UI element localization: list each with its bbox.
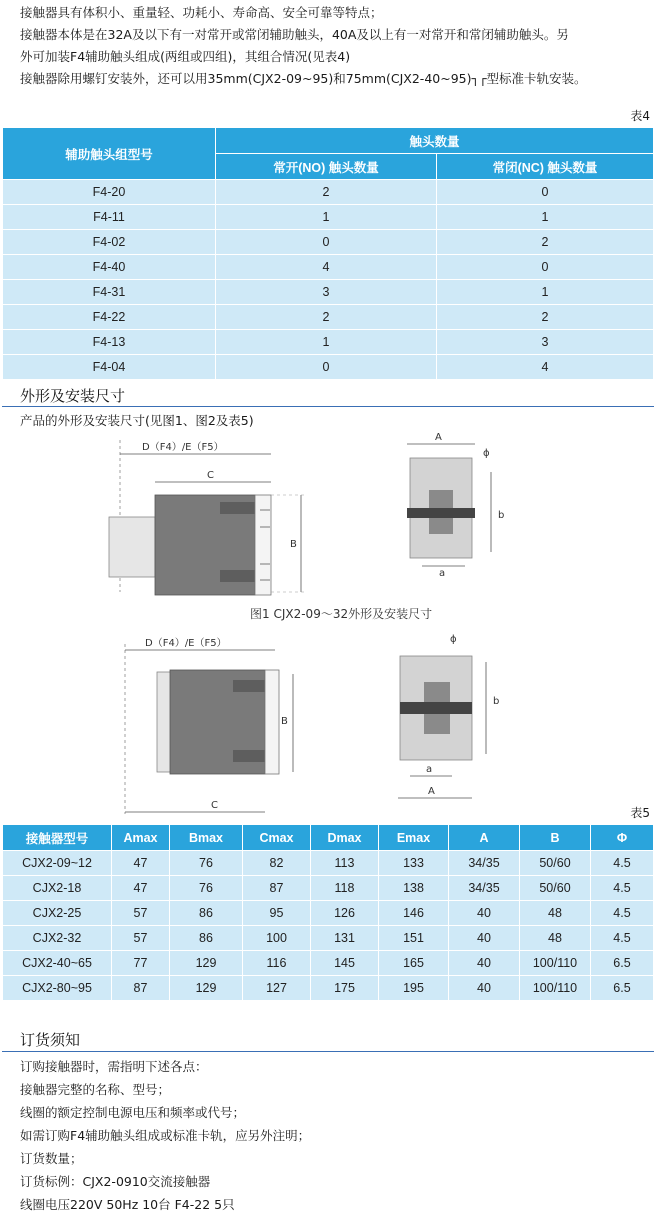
table4 — [2, 127, 654, 380]
table5-header-cell: 接触器型号 — [3, 825, 112, 851]
table5-cell: 50/60 — [520, 851, 591, 876]
table5-cell: 6.5 — [591, 951, 654, 976]
table-row — [3, 230, 654, 255]
table5-cell: 4.5 — [591, 876, 654, 901]
table4-cell: 2 — [437, 305, 654, 330]
figure2-dim-c: C — [211, 800, 218, 811]
table4-caption: 表4 — [630, 109, 650, 123]
table5-cell: 47 — [112, 876, 170, 901]
figure2-dim-phi: ϕ — [450, 634, 457, 645]
table5-cell: 151 — [379, 926, 449, 951]
table5-cell: 87 — [243, 876, 311, 901]
figure2-side-view — [115, 632, 315, 816]
table5-header-cell: Φ — [591, 825, 654, 851]
table5-cell: 131 — [311, 926, 379, 951]
table5-cell: 4.5 — [591, 901, 654, 926]
figure1-dim-c: C — [207, 470, 214, 481]
intro-paragraph-3: 外可加装F4辅助触头组成(两组或四组)，其组合情况(见表4) — [20, 49, 351, 64]
table5-cell: CJX2-25 — [3, 901, 112, 926]
table4-cell: 0 — [216, 230, 437, 255]
table5-cell: 138 — [379, 876, 449, 901]
table4-cell: 0 — [437, 255, 654, 280]
table4-cell: 2 — [437, 230, 654, 255]
table4-cell: 1 — [437, 280, 654, 305]
section-title-dimensions: 外形及安装尺寸 — [20, 387, 126, 405]
table4-cell: F4-20 — [3, 180, 216, 205]
table5-cell: 4.5 — [591, 851, 654, 876]
table5-cell: 47 — [112, 851, 170, 876]
table4-cell: F4-13 — [3, 330, 216, 355]
table5-cell: 133 — [379, 851, 449, 876]
table-row — [3, 876, 654, 901]
table4-cell: F4-22 — [3, 305, 216, 330]
intro-paragraph-2: 接触器本体是在32A及以下有一对常开或常闭辅助触头，40A及以上有一对常开和常闭辅助触头。另 — [20, 27, 569, 42]
table5-cell: 82 — [243, 851, 311, 876]
figure1-dim-b-lower: b — [498, 510, 505, 521]
table4-cell: 3 — [437, 330, 654, 355]
order-line: 接触器完整的名称、型号； — [20, 1082, 171, 1097]
order-line: 订货标例：CJX2-0910交流接触器 — [20, 1174, 211, 1189]
table5 — [2, 824, 654, 1001]
figure1-dim-a-upper: A — [435, 432, 442, 443]
order-line: 订购接触器时，需指明下述各点： — [20, 1059, 208, 1074]
table5-cell: 57 — [112, 901, 170, 926]
figure2-dim-a-lower: a — [426, 764, 433, 775]
table5-header-cell: B — [520, 825, 591, 851]
intro-paragraph-1: 接触器具有体积小、重量轻、功耗小、寿命高、安全可靠等特点； — [20, 5, 383, 20]
table4-cell: F4-11 — [3, 205, 216, 230]
figure2-dim-b: B — [281, 716, 288, 727]
table4-cell: 2 — [216, 180, 437, 205]
table4-cell: 4 — [216, 255, 437, 280]
table5-header-cell: Cmax — [243, 825, 311, 851]
table4-header-nc: 常闭(NC) 触头数量 — [437, 154, 654, 180]
table-row — [3, 851, 654, 876]
table5-cell: 6.5 — [591, 976, 654, 1001]
table5-cell: CJX2-18 — [3, 876, 112, 901]
table5-cell: 40 — [449, 951, 520, 976]
table4-cell: F4-31 — [3, 280, 216, 305]
table4-cell: F4-40 — [3, 255, 216, 280]
table5-cell: 129 — [170, 976, 243, 1001]
table-row — [3, 180, 654, 205]
figure2-dim-b-lower: b — [493, 696, 500, 707]
table4-header-model: 辅助触头组型号 — [3, 128, 216, 180]
figure2-dim-de: D（F4）/E（F5） — [145, 638, 227, 649]
table5-cell: 165 — [379, 951, 449, 976]
table5-cell: 146 — [379, 901, 449, 926]
table5-cell: 95 — [243, 901, 311, 926]
table5-cell: 145 — [311, 951, 379, 976]
table5-cell: 34/35 — [449, 851, 520, 876]
table5-cell: CJX2-40~65 — [3, 951, 112, 976]
table5-cell: 48 — [520, 901, 591, 926]
table-row — [3, 355, 654, 380]
table5-cell: 127 — [243, 976, 311, 1001]
order-line: 订货数量； — [20, 1151, 83, 1166]
order-line: 线圈电压220V 50Hz 10台 F4-22 5只 — [20, 1197, 235, 1212]
table5-cell: 86 — [170, 901, 243, 926]
section-title-order: 订货须知 — [20, 1031, 81, 1049]
section-divider — [2, 1051, 654, 1052]
table5-cell: 87 — [112, 976, 170, 1001]
table5-cell: 116 — [243, 951, 311, 976]
intro-paragraph-4: 接触器除用螺钉安装外，还可以用35mm(CJX2-09~95)和75mm(CJX2-40~95)┐┌型标准卡轨安装。 — [20, 71, 587, 86]
table5-cell: 50/60 — [520, 876, 591, 901]
table4-cell: 1 — [216, 330, 437, 355]
table5-header-cell: Bmax — [170, 825, 243, 851]
table-row — [3, 330, 654, 355]
figure1-dim-de: D（F4）/E（F5） — [142, 442, 224, 453]
table5-cell: 129 — [170, 951, 243, 976]
table5-cell: 40 — [449, 926, 520, 951]
table5-header-cell: Dmax — [311, 825, 379, 851]
table4-cell: 1 — [437, 205, 654, 230]
dimensions-intro: 产品的外形及安装尺寸(见图1、图2及表5) — [20, 413, 254, 428]
table5-cell: 34/35 — [449, 876, 520, 901]
table-row — [3, 926, 654, 951]
table5-caption: 表5 — [630, 806, 650, 820]
table5-cell: 126 — [311, 901, 379, 926]
table4-cell: 0 — [437, 180, 654, 205]
table-row — [3, 255, 654, 280]
figure2-front-view — [394, 632, 534, 802]
figure1-dim-phi: ϕ — [483, 448, 490, 459]
table5-cell: 100 — [243, 926, 311, 951]
figure1-front-view — [395, 428, 535, 580]
table5-cell: 175 — [311, 976, 379, 1001]
figure1-caption: 图1 CJX2-09～32外形及安装尺寸 — [250, 607, 433, 621]
table4-header-no: 常开(NO) 触头数量 — [216, 154, 437, 180]
section-divider — [2, 406, 654, 407]
figure1-dim-a-lower: a — [439, 568, 446, 579]
table5-cell: 76 — [170, 876, 243, 901]
table4-cell: F4-02 — [3, 230, 216, 255]
table-row — [3, 976, 654, 1001]
table5-cell: 40 — [449, 901, 520, 926]
figure2-dim-a-upper: A — [428, 786, 435, 797]
table5-cell: 113 — [311, 851, 379, 876]
order-line: 如需订购F4辅助触头组成或标准卡轨，应另外注明； — [20, 1128, 311, 1143]
table4-cell: 3 — [216, 280, 437, 305]
table5-cell: 76 — [170, 851, 243, 876]
table5-cell: 86 — [170, 926, 243, 951]
table5-cell: 40 — [449, 976, 520, 1001]
table5-cell: 77 — [112, 951, 170, 976]
figure1-dim-b: B — [290, 539, 297, 550]
table5-header-cell: A — [449, 825, 520, 851]
table5-header-cell: Amax — [112, 825, 170, 851]
table4-cell: 1 — [216, 205, 437, 230]
table5-cell: CJX2-80~95 — [3, 976, 112, 1001]
table5-cell: 48 — [520, 926, 591, 951]
table5-cell: CJX2-09~12 — [3, 851, 112, 876]
table4-cell: F4-04 — [3, 355, 216, 380]
table4-header-group: 触头数量 — [216, 128, 654, 154]
figure1-side-view — [95, 432, 335, 597]
table5-cell: 4.5 — [591, 926, 654, 951]
table5-cell: 57 — [112, 926, 170, 951]
table5-cell: 118 — [311, 876, 379, 901]
table5-cell: 100/110 — [520, 976, 591, 1001]
table-row — [3, 280, 654, 305]
table-row — [3, 205, 654, 230]
order-line: 线圈的额定控制电源电压和频率或代号； — [20, 1105, 246, 1120]
table-row — [3, 901, 654, 926]
table4-cell: 2 — [216, 305, 437, 330]
table-row — [3, 951, 654, 976]
table5-cell: 195 — [379, 976, 449, 1001]
table-row — [3, 305, 654, 330]
table5-cell: CJX2-32 — [3, 926, 112, 951]
table4-cell: 4 — [437, 355, 654, 380]
table4-cell: 0 — [216, 355, 437, 380]
table5-header-cell: Emax — [379, 825, 449, 851]
table5-cell: 100/110 — [520, 951, 591, 976]
